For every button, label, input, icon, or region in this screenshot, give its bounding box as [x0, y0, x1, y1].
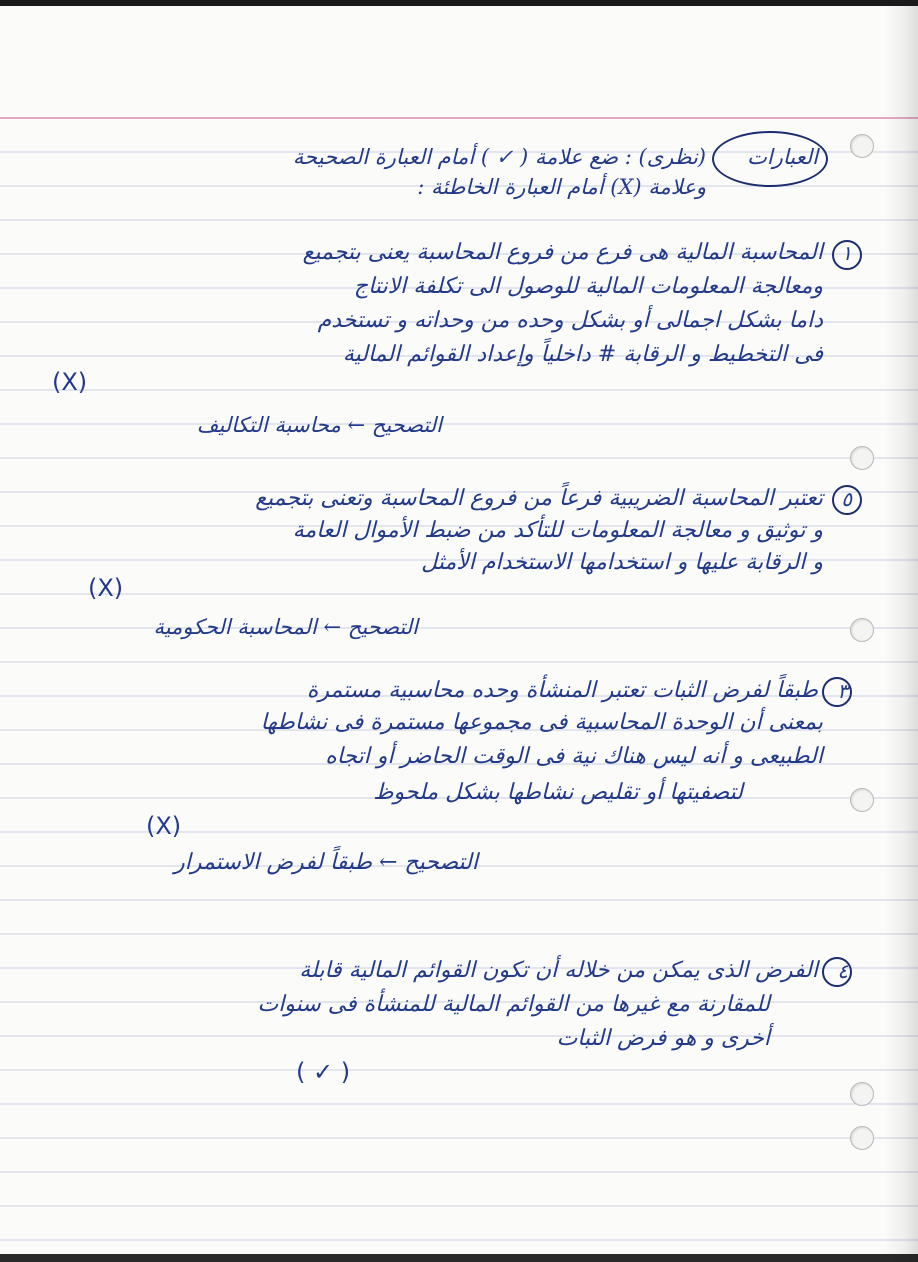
q3-line-4: لتصفيتها أو تقليص نشاطها بشكل ملحوظ	[373, 780, 743, 805]
binder-hole-2	[850, 446, 874, 470]
q1-answer-mark: (X)	[52, 368, 88, 396]
binder-hole-3	[850, 618, 874, 642]
q3-line-1: طبقاً لفرض الثبات تعتبر المنشأة وحده محاسبية مستمرة	[306, 678, 818, 703]
q1-number-circle	[832, 240, 862, 270]
q4-line-3: أخرى و هو فرض الثبات	[556, 1026, 770, 1051]
binder-hole-6	[850, 1126, 874, 1150]
q2-number-circle	[832, 485, 862, 515]
q2-correction: التصحيح ← المحاسبة الحكومية	[153, 615, 418, 639]
binder-hole-1	[850, 134, 874, 158]
q3-correction: التصحيح ← طبقاً لفرض الاستمرار	[174, 850, 478, 875]
q4-line-2: للمقارنة مع غيرها من القوائم المالية للمنشأة فى سنوات	[257, 992, 770, 1017]
page-bottom-edge	[0, 1254, 918, 1262]
q2-number: ٥	[841, 487, 852, 511]
q3-number: ٣	[837, 679, 848, 703]
q1-number: ١	[841, 241, 852, 265]
q4-line-1: الفرض الذى يمكن من خلاله أن تكون القوائم المالية قابلة	[299, 958, 818, 983]
heading-line-2: وعلامة (X) أمام العبارة الخاطئة :	[417, 175, 706, 199]
q1-line-3: داما بشكل اجمالى أو بشكل وحده من وحداته و تستخدم	[317, 308, 823, 333]
heading-circled-word: العبارات	[747, 145, 818, 169]
q1-line-1: المحاسبة المالية هى فرع من فروع المحاسبة يعنى بتجميع	[302, 240, 823, 265]
q1-line-4: فى التخطيط و الرقابة # داخلياً وإعداد القوائم المالية	[342, 342, 823, 367]
q1-correction: التصحيح ← محاسبة التكاليف	[196, 413, 442, 437]
q4-number: ٤	[837, 959, 848, 983]
q2-line-1: تعتبر المحاسبة الضريبية فرعاً من فروع المحاسبة وتعنى بتجميع	[255, 486, 823, 511]
q4-number-circle	[822, 957, 852, 987]
q1-line-2: ومعالجة المعلومات المالية للوصول الى تكلفة الانتاج	[353, 274, 823, 299]
binder-hole-5	[850, 1082, 874, 1106]
q3-line-2: بمعنى أن الوحدة المحاسبية فى مجموعها مستمرة فى نشاطها	[260, 710, 823, 735]
q2-line-2: و توثيق و معالجة المعلومات للتأكد من ضبط الأموال العامة	[292, 518, 823, 543]
binder-hole-4	[850, 788, 874, 812]
q2-line-3: و الرقابة عليها و استخدامها الاستخدام الأمثل	[421, 550, 823, 575]
q3-line-3: الطبيعى و أنه ليس هناك نية فى الوقت الحاضر أو اتجاه	[325, 744, 823, 769]
q4-answer-mark: ( ✓ )	[296, 1058, 351, 1086]
q3-number-circle	[822, 677, 852, 707]
heading-line-1: (نظرى) : ضع علامة ( ✓ ) أمام العبارة الصحيحة	[292, 145, 706, 169]
q2-answer-mark: (X)	[88, 574, 124, 602]
q3-answer-mark: (X)	[146, 812, 182, 840]
